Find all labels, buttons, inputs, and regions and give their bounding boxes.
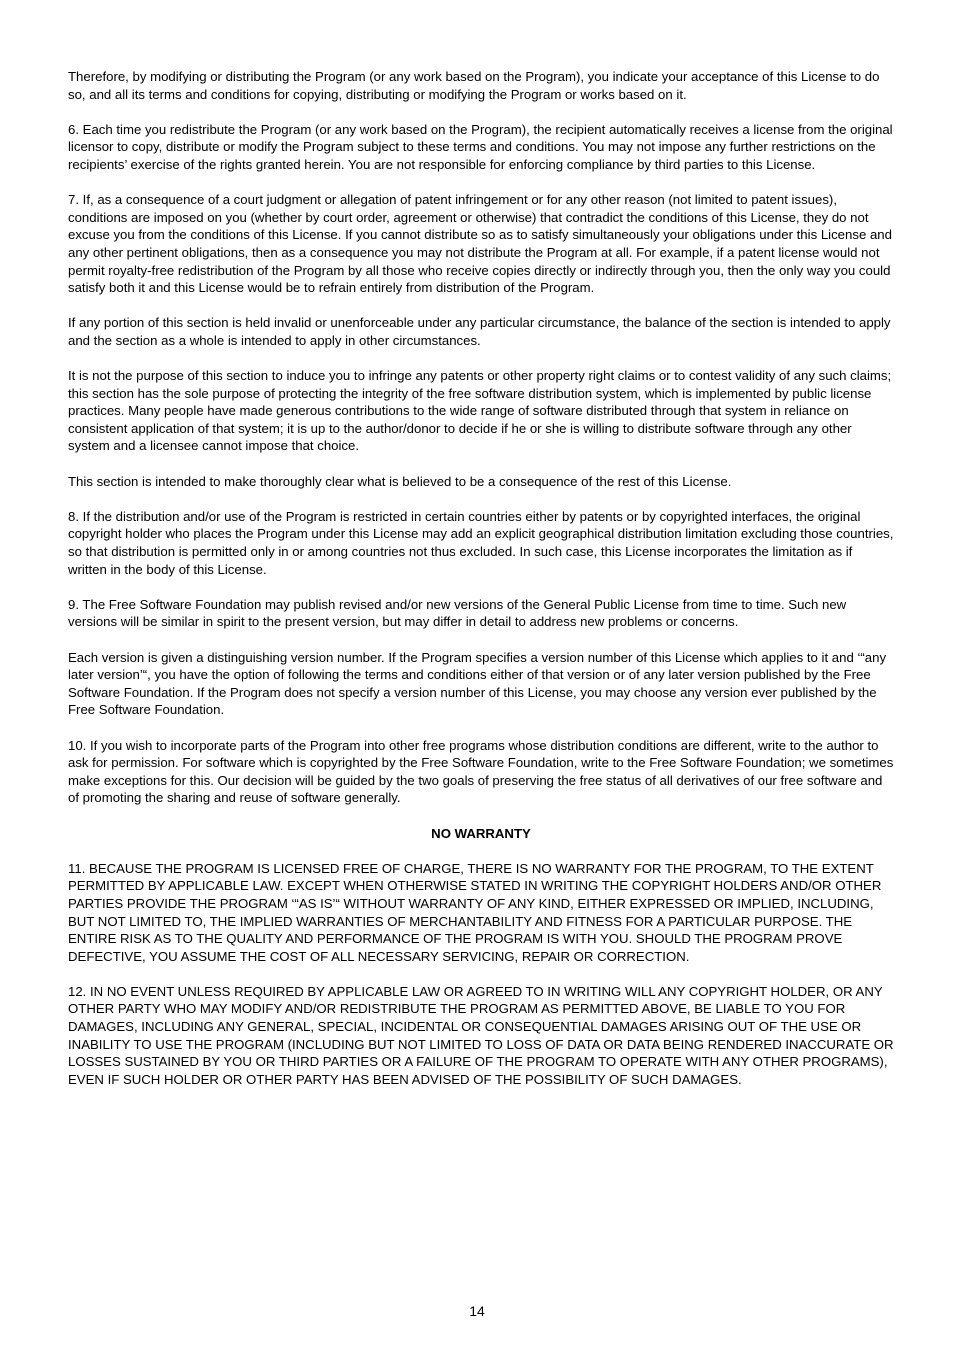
paragraph-section-9: 9. The Free Software Foundation may publish revised and/or new versions of the General Public License from time to time. Such new versions will be similar in spirit to the present version, but may differ in detail to address new problems or concerns.	[68, 596, 847, 630]
paragraph-clarification: This section is intended to make thoroughly clear what is believed to be a consequence of the rest of this License.	[68, 473, 732, 489]
paragraph-acceptance: Therefore, by modifying or distributing the Program (or any work based on the Program), you indicate your acceptance of this License to do so, and all its terms and conditions for copying, distributing or modifying the Program or works based on it.	[68, 69, 880, 102]
page-number: 14	[469, 1303, 485, 1319]
paragraph-section-7: 7. If, as a consequence of a court judgment or allegation of patent infringement or for any other reason (not limited to patent issues), conditions are imposed on you (whether by court order, agreement or otherwise) that contradict the conditions of this License, they do not excuse you from the conditions of this License. If you cannot distribute so as to satisfy simultaneously your obligations under this License and any other pertinent obligations, then as a consequence you may not distribute the Program at all. For example, if a patent license would not permit royalty-free redistribution of the Program by all those who receive copies directly or indirectly through you, then the only way you could satisfy both it and this License would be to refrain entirely from distribution of the Program.	[68, 192, 892, 296]
paragraph-section-11: 11. BECAUSE THE PROGRAM IS LICENSED FREE OF CHARGE, THERE IS NO WARRANTY FOR THE PROGRAM, TO THE EXTENT PERMITTED BY APPLICABLE LAW. EXCEPT WHEN OTHERWISE STATED IN WRITING THE COPYRIGHT HOLDERS AND/OR OTHER PARTIES PROVIDE THE PROGRAM ‘“AS IS’“ WITHOUT WARRANTY OF ANY KIND, EITHER EXPRESSED OR IMPLIED, INCLUDING, BUT NOT LIMITED TO, THE IMPLIED WARRANTIES OF MERCHANTABILITY AND FITNESS FOR A PARTICULAR PURPOSE. THE ENTIRE RISK AS TO THE QUALITY AND PERFORMANCE OF THE PROGRAM IS WITH YOU. SHOULD THE PROGRAM PROVE DEFECTIVE, YOU ASSUME THE COST OF ALL NECESSARY SERVICING, REPAIR OR CORRECTION.	[68, 860, 882, 964]
paragraph-section-10: 10. If you wish to incorporate parts of the Program into other free programs whose distribution conditions are different, write to the author to ask for permission. For software which is copyrighted by the Free Software Foundation, write to the Free Software Foundation; we sometimes make exceptions for this. Our decision will be guided by the two goals of preserving the free status of all derivatives of our free software and of promoting the sharing and reuse of software generally.	[68, 737, 894, 806]
section-heading-no-warranty: NO WARRANTY	[431, 825, 531, 841]
paragraph-purpose: It is not the purpose of this section to induce you to infringe any patents or other property right claims or to contest validity of any such claims; this section has the sole purpose of protecting the integrity of the free software distribution system, which is implemented by public license practices. Many people have made generous contributions to the wide range of software distributed through that system in reliance on consistent application of that system; it is up to the author/donor to decide if he or she is willing to distribute software through any other system and a licensee cannot impose that choice.	[68, 368, 892, 454]
paragraph-invalid-portion: If any portion of this section is held invalid or unenforceable under any particular circumstance, the balance of the section is intended to apply and the section as a whole is intended to apply in other circumstances.	[68, 315, 891, 348]
paragraph-section-12: 12. IN NO EVENT UNLESS REQUIRED BY APPLICABLE LAW OR AGREED TO IN WRITING WILL ANY COPYRIGHT HOLDER, OR ANY OTHER PARTY WHO MAY MODIFY AND/OR REDISTRIBUTE THE PROGRAM AS PERMITTED ABOVE, BE LIABLE TO YOU FOR DAMAGES, INCLUDING ANY GENERAL, SPECIAL, INCIDENTAL OR CONSEQUENTIAL DAMAGES ARISING OUT OF THE USE OR INABILITY TO USE THE PROGRAM (INCLUDING BUT NOT LIMITED TO LOSS OF DATA OR DATA BEING RENDERED INACCURATE OR LOSSES SUSTAINED BY YOU OR THIRD PARTIES OR A FAILURE OF THE PROGRAM TO OPERATE WITH ANY OTHER PROGRAMS), EVEN IF SUCH HOLDER OR OTHER PARTY HAS BEEN ADVISED OF THE POSSIBILITY OF SUCH DAMAGES.	[68, 983, 894, 1087]
paragraph-section-6: 6. Each time you redistribute the Program (or any work based on the Program), the recipient automatically receives a license from the original licensor to copy, distribute or modify the Program subject to these terms and conditions. You may not impose any further restrictions on the recipients’ exercise of the rights granted herein. You are not responsible for enforcing compliance by third parties to this License.	[68, 121, 893, 172]
paragraph-version-number: Each version is given a distinguishing version number. If the Program specifies a version number of this License which applies to it and ‘“any later version’“, you have the option of following the terms and conditions either of that version or of any later version published by the Free Software Foundation. If the Program does not specify a version number of this License, you may choose any version ever published by the Free Software Foundation.	[68, 649, 887, 718]
document-body	[68, 68, 894, 1106]
paragraph-section-8: 8. If the distribution and/or use of the Program is restricted in certain countries either by patents or by copyrighted interfaces, the original copyright holder who places the Program under this License may add an explicit geographical distribution limitation excluding those countries, so that distribution is permitted only in or among countries not thus excluded. In such case, this License incorporates the limitation as if written in the body of this License.	[68, 508, 894, 577]
